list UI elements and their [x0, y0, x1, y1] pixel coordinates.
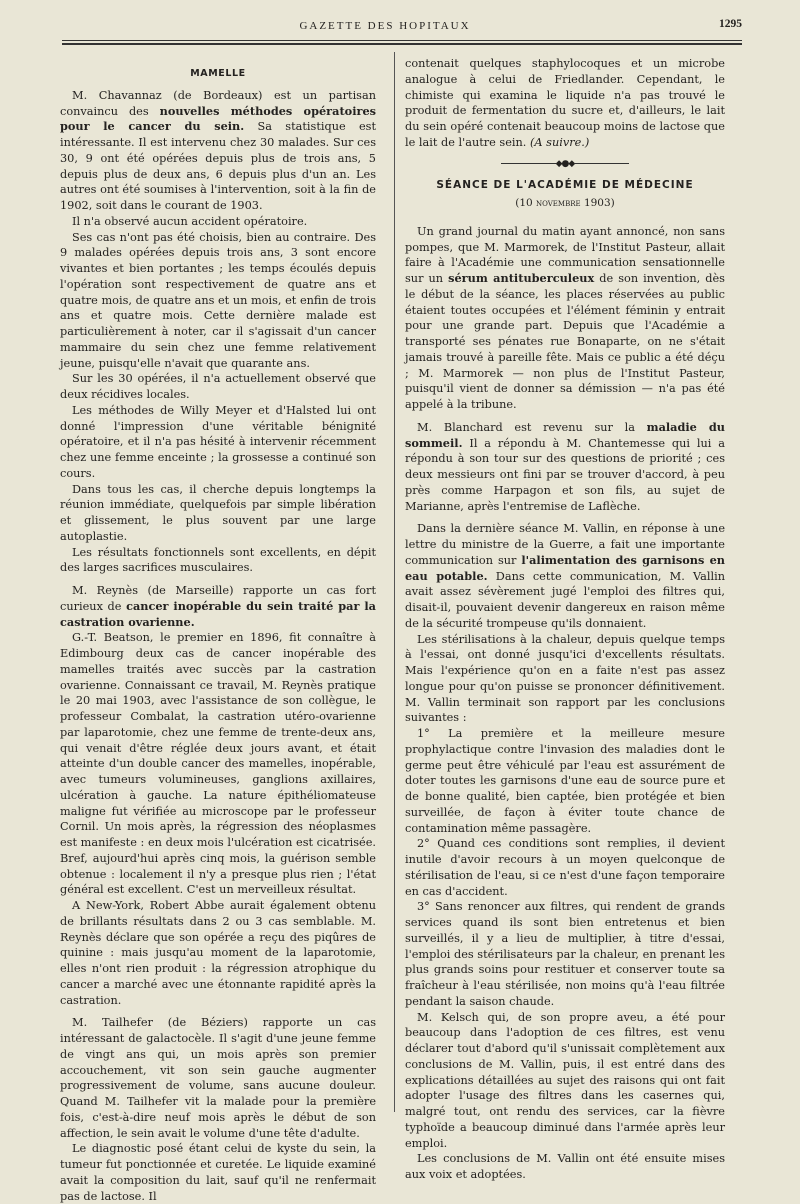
text-run: Dans la dernière séance M. Vallin, en réponse à une lettre du ministre de la Guerre, a fait une importante communication sur — [405, 522, 725, 567]
bold-text: sérum antituberculeux — [448, 271, 595, 285]
paragraph — [60, 583, 376, 630]
paragraph: Les résultats fonctionnels sont excellents, en dépit des larges sacrifices musculaires. — [60, 545, 376, 575]
paragraph — [405, 521, 725, 631]
paragraph: Dans tous les cas, il cherche depuis longtemps la réunion immédiate, quelquefois par simple libération et glissement, le plus souvent par une large autoplastie. — [60, 482, 376, 543]
text-run: M. Blanchard est revenu sur la — [417, 420, 647, 434]
header-rule — [62, 40, 742, 41]
paragraph: Les stérilisations à la chaleur, depuis quelque temps à l'essai, ont donné jusqu'ici d'excellents résultats. Mais l'expérience qu'on en a faite n'est pas assez longue pour qu'on puisse se prononcer définitivement. M. Vallin terminait son rapport par les conclusions suivantes : — [405, 632, 725, 725]
text-run: de son invention, dès le début de la séance, les places réservées au public étaient toutes occupées et l'élément féminin y entrait pour une grande part. Depuis que l'Académie a transporté ses pénates rue Bonaparte, on ne s'était jamais trouvé à pareille fête. Mais ce public a été déçu ; M. Marmorek — non plus de l'Institut Pasteur, puisqu'il vient de donner sa démission — n'a pas été appelé à la tribune. — [405, 272, 725, 411]
header-rule-thick — [62, 43, 742, 45]
paragraph — [405, 56, 725, 151]
left-column — [60, 66, 376, 1204]
text-run: Il a répondu à M. Chantemesse qui lui a répondu à son tour sur des questions de priorité ; ces deux messieurs ont fini par se trouver d'accord, à peu près comme Harpagon et son fils, au sujet de Marianne, après l'entremise de Laflèche. — [405, 436, 725, 513]
bold-text: cancer inopérable du sein traité par la castration ovarienne. — [60, 598, 376, 629]
bold-text: nouvelles méthodes opératoires pour le cancer du sein. — [60, 103, 376, 134]
paragraph: 3° Sans renoncer aux filtres, qui rendent de grands services quand ils sont bien entretenus et bien surveillés, il y a lieu de multiplier, à titre d'essai, l'emploi des stérilisateurs par la chaleur, en prenant les plus grands soins pour restituer et conserver toute sa fraîcheur à l'eau stérilisée, non moins qu'à l'eau filtrée pendant la saison chaude. — [405, 900, 725, 1008]
section-title: MAMELLE — [190, 68, 246, 79]
text-run: contenait quelques staphylocoques et un microbe analogue à celui de Friedlander. Cependant, le chimiste qui examina le liquide n'a pas trouvé le produit de fermentation du sucre et, d'ailleurs, le lait du sein opéré contenait beaucoup moins de lactose que le lait de l'autre sein. — [405, 57, 725, 149]
paragraph — [405, 224, 725, 413]
paragraph: 2° Quand ces conditions sont remplies, il devient inutile d'avoir recours à un moyen quelconque de stérilisation de l'eau, si ce n'est d'une façon temporaire en cas d'accident. — [405, 837, 725, 898]
paragraph — [60, 88, 376, 214]
paragraph: 1° La première et la meilleure mesure prophylactique contre l'invasion des maladies dont le germe peut être véhiculé par l'eau est assurément de doter toutes les garnisons d'une eau de source pure et de bonne qualité, bien captée, bien protégée et bien surveillée, de façon à éviter toute chance de contamination même passagère. — [405, 727, 725, 835]
paragraph: Ses cas n'ont pas été choisis, bien au contraire. Des 9 malades opérées depuis trois ans, 3 sont encore vivantes et bien portantes ; les temps écoulés depuis l'opération sont respectivement de quatre ans et quatre mois, de quatre ans et un mois, et enfin de trois ans et quatre mois. Cette dernière malade est particulièrement à noter, car il s'agissait d'un cancer mammaire du sein chez une femme relativement jeune, puisqu'elle n'avait que quarante ans. — [60, 230, 376, 370]
text-run: Sa statistique est intéressante. Il est intervenu chez 30 malades. Sur ces 30, 9 ont été opérées depuis plus de trois ans, 5 depuis plus de deux ans, 6 depuis plus d'un an. Les autres ont été soumises à l'intervention, soit à la fin de 1902, soit dans le courant de 1903. — [60, 120, 376, 212]
bold-text: maladie du sommeil. — [405, 419, 725, 450]
to-be-continued: (A suivre.) — [530, 135, 590, 149]
text-run: M. Chavannaz (de Bordeaux) est un partisan convaincu des — [60, 88, 376, 118]
separator-ornament: ◆●◆ — [405, 157, 725, 173]
paragraph: Les méthodes de Willy Meyer et d'Halsted lui ont donné l'impression d'une véritable bénignité opératoire, et il n'a pas hésité à intervenir récemment chez une femme enceinte ; la grossesse a continué son cours. — [60, 403, 376, 480]
right-column — [405, 56, 725, 1183]
text-run: M. Reynès (de Marseille) rapporte un cas fort curieux de — [60, 584, 376, 613]
column-divider — [394, 52, 395, 1112]
paragraph: Le diagnostic posé étant celui de kyste du sein, la tumeur fut ponctionnée et curetée. Le liquide examiné avait la composition du lait, sauf qu'il ne renfermait pas de lactose. Il — [60, 1142, 376, 1203]
paragraph: M. Tailhefer (de Béziers) rapporte un cas intéressant de galactocèle. Il s'agit d'une jeune femme de vingt ans qui, un mois après son premier accouchement, vit son sein gauche augmenter progressivement de volume, sans aucune douleur. Quand M. Tailhefer vit la malade pour la première fois, c'est-à-dire neuf mois après le début de son affection, le sein avait le volume d'une tête d'adulte. — [60, 1016, 376, 1140]
paragraph: G.-T. Beatson, le premier en 1896, fit connaître à Edimbourg deux cas de cancer inopérable des mamelles traités avec succès par la castration ovarienne. Connaissant ce travail, M. Reynès pratique le 20 mai 1903, avec l'assistance de son collègue, le professeur Combalat, la castration utéro-ovarienne par laparotomie, chez une femme de trente-deux ans, qui venait d'être réglée deux jours avant, et était atteinte d'un double cancer des mamelles, inopérable, avec tumeurs volumineuses, ganglions axillaires, ulcération à gauche. La nature épithéliomateuse maligne fut vérifiée au microscope par le professeur Cornil. Un mois après, la régression des néoplasmes est manifeste : en deux mois l'ulcération est cicatrisée. Bref, aujourd'hui après cinq mois, la guérison semble obtenue : localement il n'y a presque plus rien ; l'état général est excellent. C'est un merveilleux résultat. — [60, 631, 376, 897]
running-title: GAZETTE DES HOPITAUX — [299, 20, 471, 32]
paragraph: A New-York, Robert Abbe aurait également obtenu de brillants résultats dans 2 ou 3 cas semblable. M. Reynès déclare que son opérée a reçu des piqûres de quinine : mais jusqu'au moment de la laparotomie, elles n'ont rien produit : la régression atrophique du cancer a marché avec une étonnante rapidité après la castration. — [60, 899, 376, 1007]
page-number: 1295 — [719, 18, 742, 30]
sitting-title: SÉANCE DE L'ACADÉMIE DE MÉDECINE — [436, 179, 694, 192]
paragraph: M. Kelsch qui, de son propre aveu, a été pour beaucoup dans l'adoption de ces filtres, est venu déclarer tout d'abord qu'il s'unissait complètement aux conclusions de M. Vallin, puis, il est entré dans des explications détaillées au sujet des raisons qui ont fait adopter l'usage des filtres dans les casernes qui, malgré tout, ont rendu des services, car la fièvre typhoïde a beaucoup diminué dans l'armée après leur emploi. — [405, 1010, 725, 1150]
paragraph: Les conclusions de M. Vallin ont été ensuite mises aux voix et adoptées. — [405, 1152, 725, 1181]
paragraph — [405, 420, 725, 515]
sitting-date: (10 novembre 1903) — [515, 197, 615, 209]
paragraph: Il n'a observé aucun accident opératoire. — [72, 214, 308, 228]
text-run: Un grand journal du matin ayant annoncé, non sans pompes, que M. Marmorek, de l'Institut Pasteur, allait faire à l'Académie une communication sensationnelle sur un — [405, 224, 725, 285]
paragraph: Sur les 30 opérées, il n'a actuellement observé que deux récidives locales. — [60, 372, 376, 401]
bold-text: l'alimentation des garnisons en eau potable. — [405, 552, 725, 583]
text-run: Dans cette communication, M. Vallin avait assez sévèrement jugé l'emploi des filtres qui, disait-il, pouvaient devenir dangereux en raison même de la sécurité trompeuse qu'ils donnaient. — [405, 569, 726, 630]
